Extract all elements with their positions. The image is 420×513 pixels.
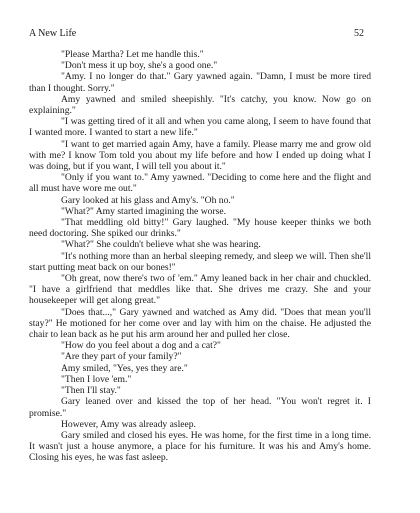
- paragraph: "Are they part of your family?": [61, 351, 182, 363]
- paragraph: However, Amy was already asleep.: [61, 418, 196, 430]
- paragraph: "What?" She couldn't believe what she was hearing.: [61, 239, 261, 251]
- page-header: [29, 28, 364, 40]
- paragraph: "Don't mess it up boy, she's a good one.": [61, 60, 218, 72]
- paragraph: "I was getting tired of it all and when you came along, I seem to have found that I wanted more. I wanted to start a new life.": [29, 116, 371, 139]
- paragraph: Gary leaned over and kissed the top of her head. "You won't regret it. I promise.": [29, 396, 371, 419]
- paragraph: "That meddling old bitty!" Gary laughed. "My house keeper thinks we both need doctoring. She spiked our drinks.": [29, 217, 371, 240]
- page-number: 52: [354, 28, 364, 39]
- book-title: A New Life: [29, 28, 77, 39]
- paragraph: "Oh great, now there's two of 'em." Amy leaned back in her chair and chuckled. "I have a girlfriend that meddles like that. She drives me crazy. She and your housekeeper will get along great.": [29, 273, 371, 307]
- paragraph: Gary smiled and closed his eyes. He was home, for the first time in a long time. It wasn't just a house anymore, a place for his furniture. It was his and Amy's home. Closing his eyes, he was fast asleep.: [29, 429, 371, 464]
- paragraph: Gary looked at his glass and Amy's. "Oh no.": [61, 194, 235, 206]
- paragraph: Amy yawned and smiled sheepishly. "It's catchy, you know. Now go on explaining.": [29, 93, 371, 117]
- paragraph: "I want to get married again Amy, have a family. Please marry me and grow old with me? I know Tom told you about my life before and how I ended up doing what I was doing, but if you want, I will tell you about it.": [29, 138, 371, 173]
- paragraph: "Only if you want to." Amy yawned. "Deciding to come here and the flight and all must have wore me out.": [29, 172, 371, 195]
- paragraph: "Then I love 'em.": [61, 373, 132, 385]
- paragraph: "Does that...," Gary yawned and watched as Amy did. "Does that mean you'll stay?" He motioned for her come over and lay with him on the chaise. He adjusted the chair to lean back as he put his arm around her and pulled her close.: [29, 306, 371, 341]
- paragraph: "It's nothing more than an herbal sleeping remedy, and sleep we will. Then she'll start putting meat back on our bones!": [29, 250, 371, 273]
- body-text: [29, 49, 371, 464]
- paragraph: "What?" Amy started imagining the worse.: [61, 205, 227, 217]
- paragraph: "Please Martha? Let me handle this.": [61, 49, 204, 60]
- paragraph: "Then I'll stay.": [61, 385, 121, 397]
- paragraph: "Amy. I no longer do that." Gary yawned again. "Damn, I must be more tired than I thought. Sorry.": [29, 71, 371, 94]
- paragraph: "How do you feel about a dog and a cat?": [61, 340, 221, 352]
- paragraph: Amy smiled, "Yes, yes they are.": [61, 362, 188, 374]
